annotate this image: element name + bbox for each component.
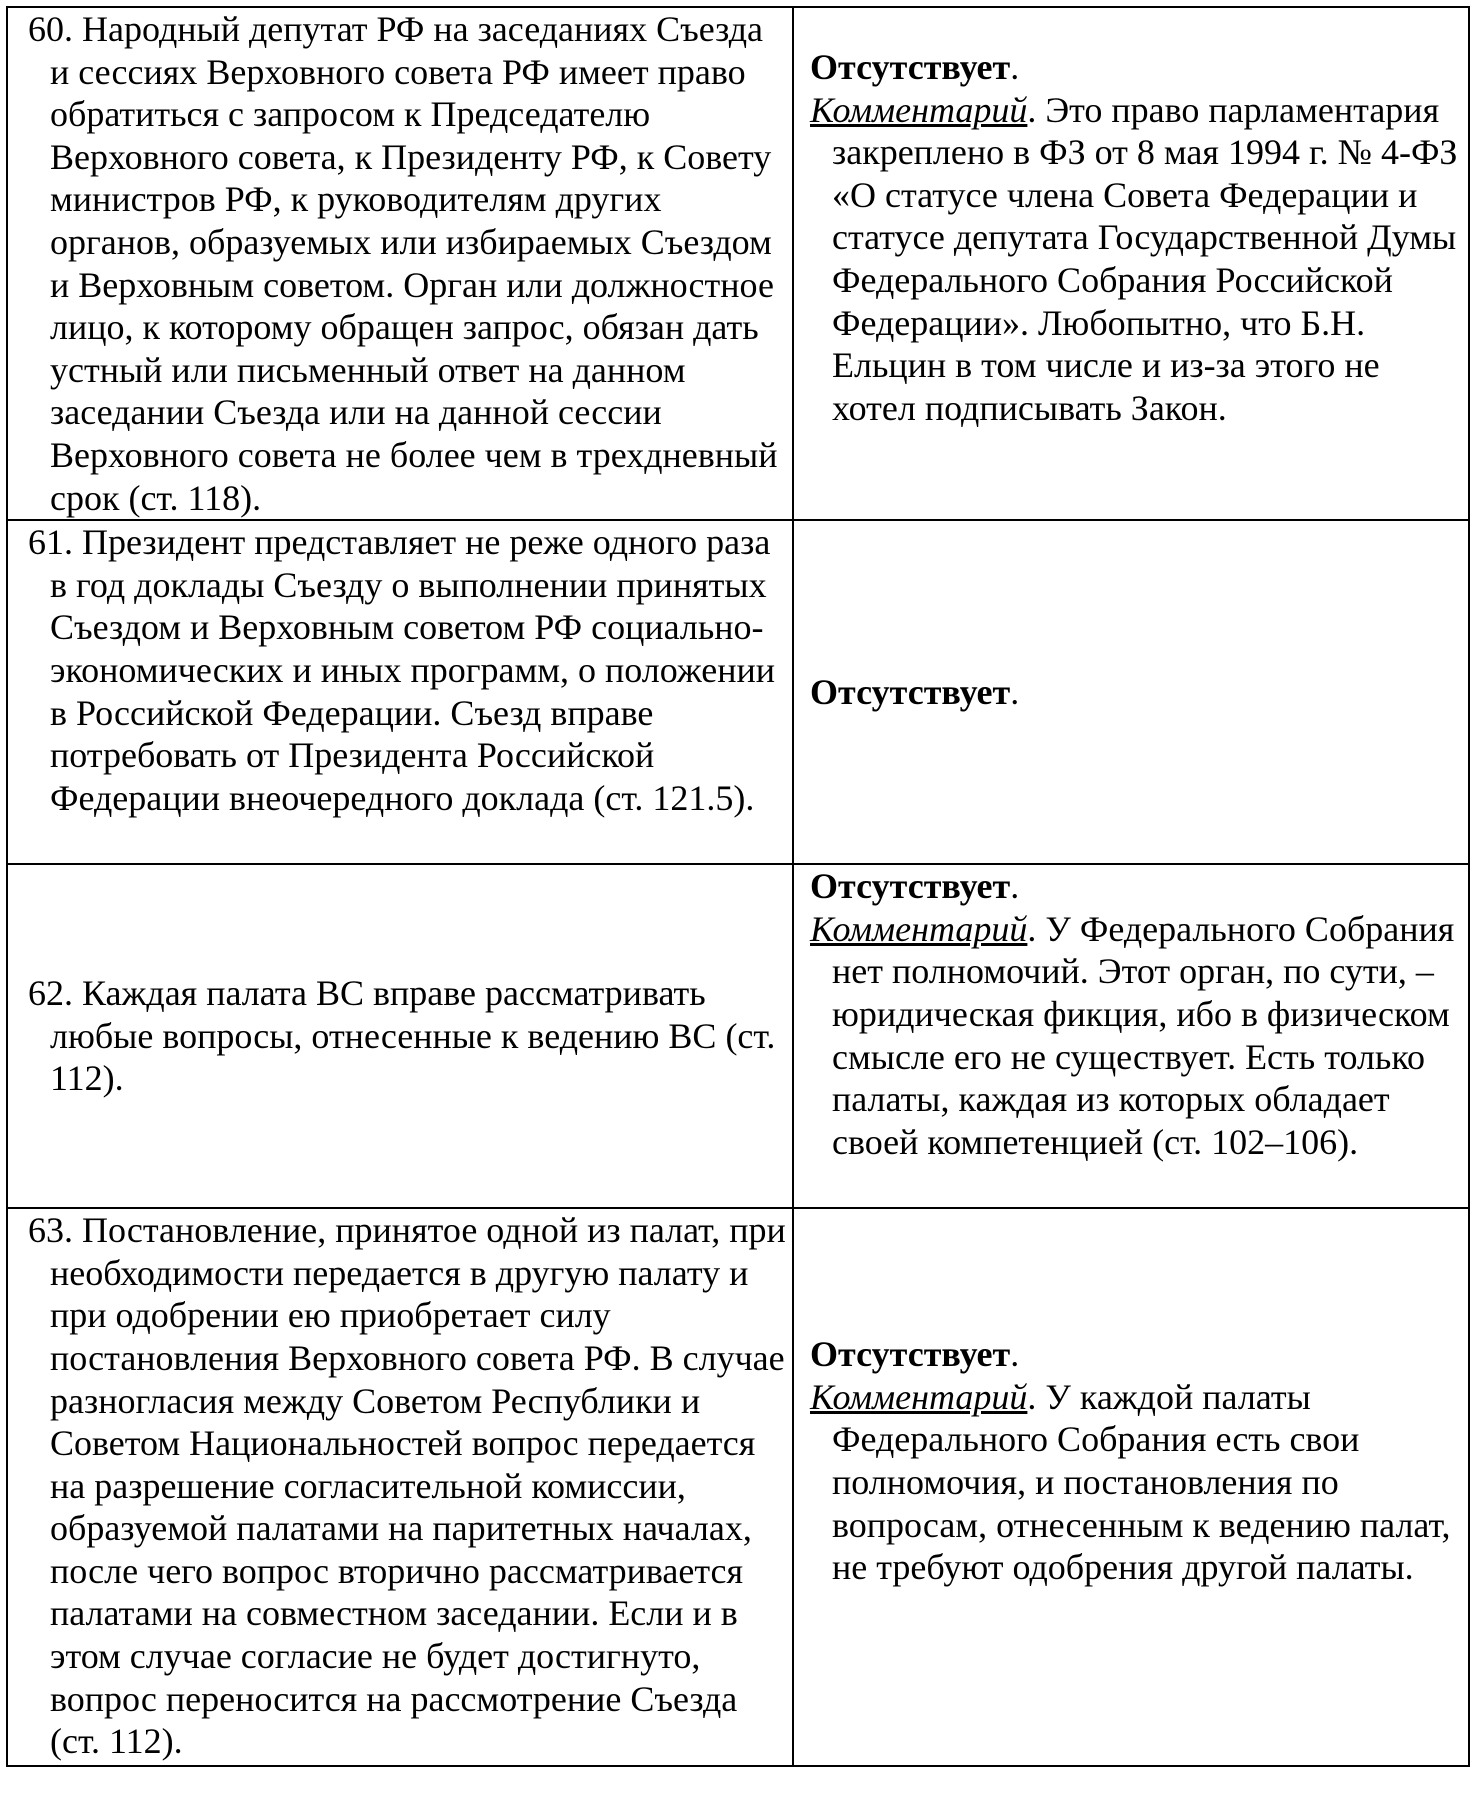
article-text: 61. Президент представляет не реже одного раза в год доклады Съезду о выполнении принятых Съездом и Верховным советом РФ социально-экономических и иных программ, о положении в Российской Федерации. Съезд вправе потребовать от Президента Российской Федерации внеочередного доклада (ст. 121.5). (28, 522, 776, 818)
comment-text: . Это право парламентария закреплено в ФЗ от 8 мая 1994 г. № 4-ФЗ «О статусе члена Совета Федерации и статусе депутата Государственной Думы Федерального Собрания Российской Федерации». Любопытно, что Б.Н. Ельцин в том числе и из-за этого не хотел подписывать Закон. (832, 89, 1458, 428)
status-label (810, 1333, 1464, 1376)
comment-label: Комментарий (810, 89, 1028, 130)
commentary-paragraph (810, 89, 1464, 430)
article-text: 63. Постановление, принятое одной из палат, при необходимости передается в другую палату и при одобрении ею приобретает силу постановления Верховного совета РФ. В случае разногласия между Советом Республики и Советом Национальностей вопрос передается на разрешение согласительной комиссии, образуемой палатами на паритетных началах, после чего вопрос вторично рассматривается палатами на совместном заседании. Если и в этом случае согласие не будет достигнуто, вопрос переносится на рассмотрение Съезда (ст. 112). (28, 1210, 786, 1762)
article-cell (7, 864, 793, 1208)
status-dot: . (1010, 671, 1020, 712)
table-row (7, 1208, 1469, 1766)
commentary-cell (793, 1208, 1469, 1766)
status-label (810, 46, 1464, 89)
status-text: Отсутствует (810, 866, 1011, 907)
comment-label: Комментарий (810, 1376, 1028, 1417)
commentary-paragraph (810, 908, 1464, 1164)
commentary-cell (793, 864, 1469, 1208)
table-row (7, 7, 1469, 520)
comparison-table (6, 6, 1470, 1767)
commentary-cell (793, 7, 1469, 520)
table-row (7, 520, 1469, 864)
comment-text: . У Федерального Собрания нет полномочий. Этот орган, по сути, – юридическая фикция, ибо в физическом смысле его не существует. Есть только палаты, каждая из которых обладает своей компетенцией (ст. 102–106). (832, 908, 1455, 1162)
status-label (810, 671, 1464, 714)
table-row (7, 864, 1469, 1208)
status-text: Отсутствует (810, 47, 1011, 87)
status-dot: . (1010, 866, 1020, 907)
commentary-cell (793, 520, 1469, 864)
status-label (810, 865, 1464, 908)
article-text: 62. Каждая палата ВС вправе рассматривать любые вопросы, отнесенные к ведению ВС (ст. 112). (28, 973, 776, 1099)
comment-label: Комментарий (810, 908, 1028, 949)
status-text: Отсутствует (810, 671, 1011, 712)
article-cell (7, 1208, 793, 1766)
article-text: 60. Народный депутат РФ на заседаниях Съезда и сессиях Верховного совета РФ имеет право обратиться с запросом к Председателю Верховного совета, к Президенту РФ, к Совету министров РФ, к руководителям других органов, образуемых или избираемых Съездом и Верховным советом. Орган или должностное лицо, к которому обращен запрос, обязан дать устный или письменный ответ на данном заседании Съезда или на данной сессии Верховного совета не более чем в трехдневный срок (ст. 118). (28, 9, 778, 518)
article-cell (7, 520, 793, 864)
article-cell (7, 7, 793, 520)
status-dot: . (1010, 1334, 1020, 1375)
comment-text: . У каждой палаты Федерального Собрания есть свои полномочия, и постановления по вопросам, отнесенным к ведению палат, не требуют одобрения другой палаты. (832, 1376, 1451, 1588)
commentary-paragraph (810, 1376, 1464, 1589)
status-dot: . (1010, 47, 1020, 87)
status-text: Отсутствует (810, 1334, 1011, 1375)
